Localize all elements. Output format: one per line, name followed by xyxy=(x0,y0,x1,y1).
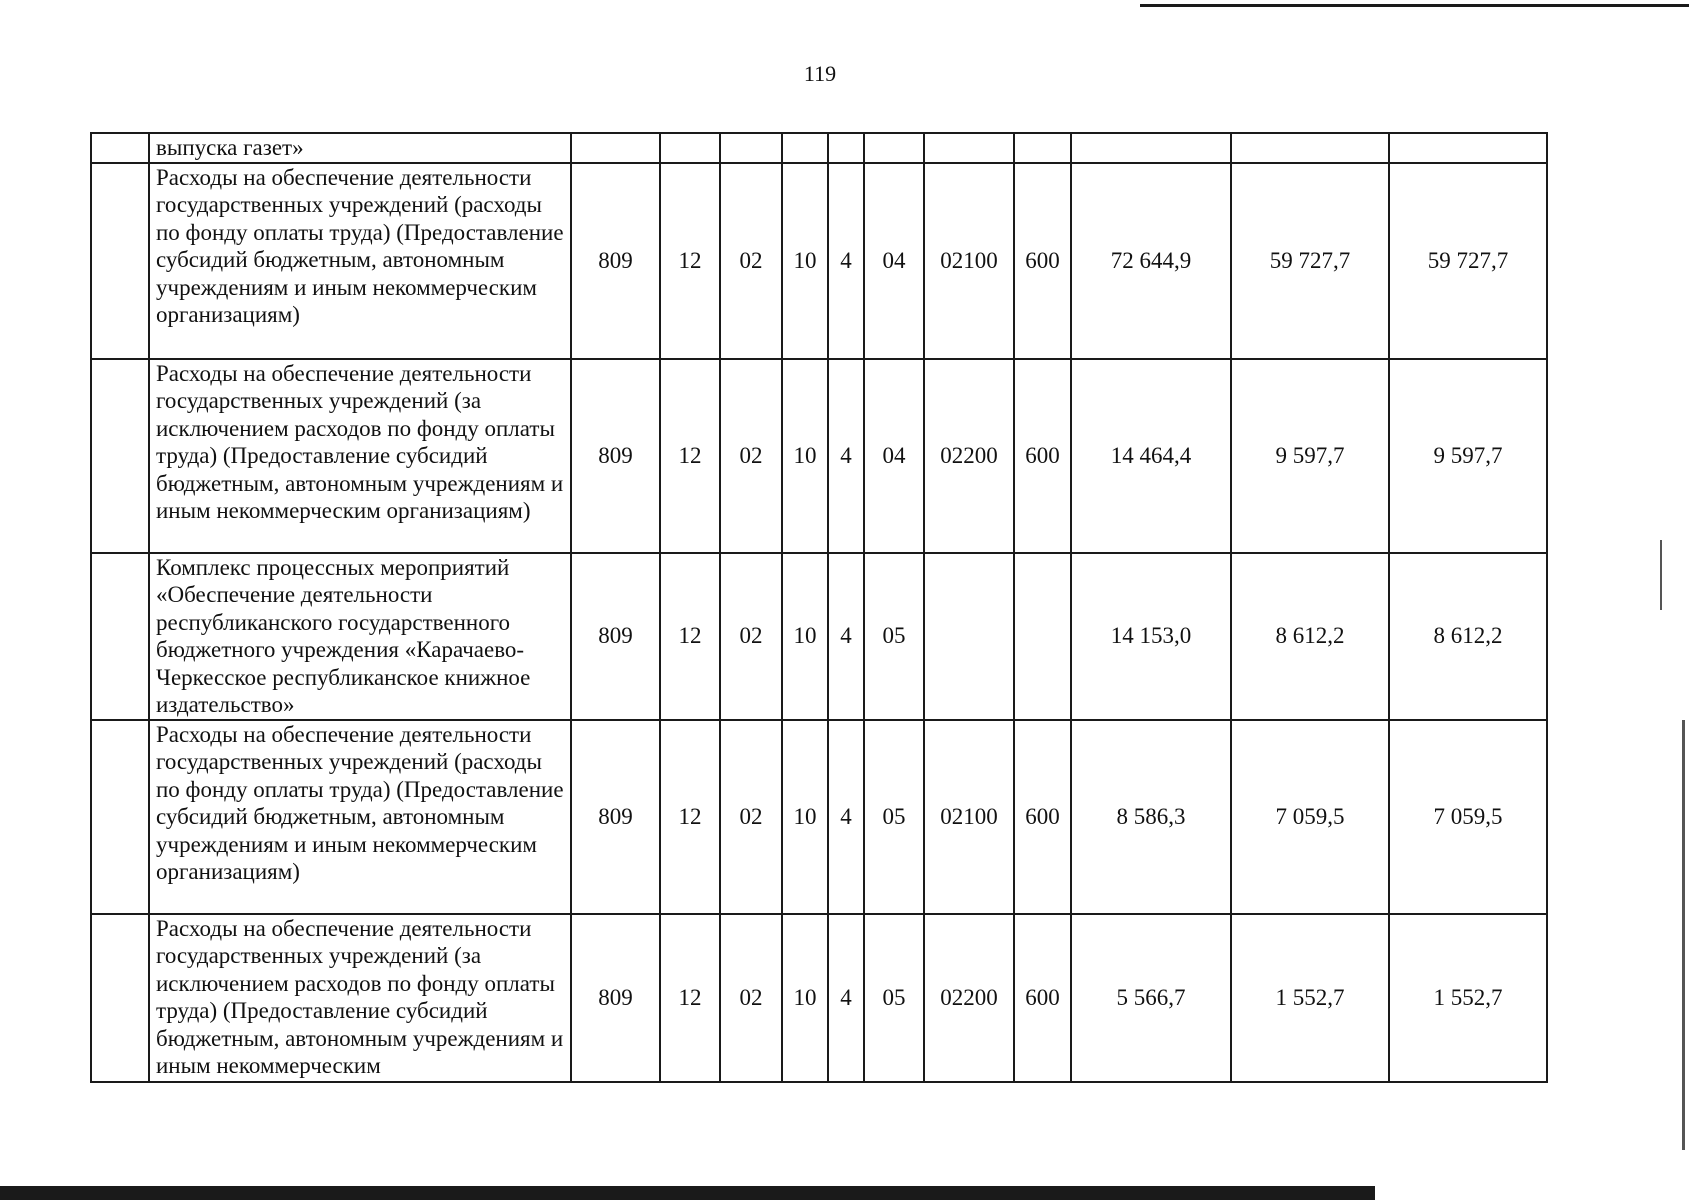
description-cell: выпуска газет» xyxy=(149,133,571,163)
direction-code-cell: 02100 xyxy=(924,720,1014,914)
amount-year3-cell: 1 552,7 xyxy=(1389,914,1547,1082)
direction-code-cell: 02200 xyxy=(924,359,1014,553)
section-code-cell: 12 xyxy=(660,553,720,720)
program-code-cell xyxy=(782,133,828,163)
amount-year2-cell: 59 727,7 xyxy=(1231,163,1389,359)
budget-table xyxy=(90,132,1548,1083)
row-index-cell xyxy=(91,359,149,553)
amount-year1-cell: 72 644,9 xyxy=(1071,163,1231,359)
admin-code-cell: 809 xyxy=(571,553,660,720)
activity-code-cell: 05 xyxy=(864,553,924,720)
subprogram-code-cell: 4 xyxy=(828,359,864,553)
subprogram-code-cell xyxy=(828,133,864,163)
subprogram-code-cell: 4 xyxy=(828,553,864,720)
amount-year2-cell: 1 552,7 xyxy=(1231,914,1389,1082)
activity-code-cell xyxy=(864,133,924,163)
amount-year3-cell: 9 597,7 xyxy=(1389,359,1547,553)
description-cell: Расходы на обеспечение деятельности государственных учреждений (расходы по фонду оплаты труда) (Предоставление субсидий бюджетным, автономным учреждениям и иным некоммерческим организациям) xyxy=(149,163,571,359)
activity-code-cell: 04 xyxy=(864,163,924,359)
page-number: 119 xyxy=(803,61,837,86)
amount-year2-cell xyxy=(1231,133,1389,163)
amount-year3-cell: 8 612,2 xyxy=(1389,553,1547,720)
admin-code-cell: 809 xyxy=(571,359,660,553)
program-code-cell: 10 xyxy=(782,553,828,720)
subsection-code-cell: 02 xyxy=(720,720,782,914)
subprogram-code-cell: 4 xyxy=(828,720,864,914)
program-code-cell: 10 xyxy=(782,720,828,914)
amount-year1-cell: 14 153,0 xyxy=(1071,553,1231,720)
table-row xyxy=(91,359,1547,553)
direction-code-cell: 02100 xyxy=(924,163,1014,359)
program-code-cell: 10 xyxy=(782,359,828,553)
amount-year1-cell: 5 566,7 xyxy=(1071,914,1231,1082)
admin-code-cell: 809 xyxy=(571,163,660,359)
description-cell: Расходы на обеспечение деятельности государственных учреждений (расходы по фонду оплаты труда) (Предоставление субсидий бюджетным, автономным учреждениям и иным некоммерческим организациям) xyxy=(149,720,571,914)
amount-year2-cell: 8 612,2 xyxy=(1231,553,1389,720)
row-index-cell xyxy=(91,133,149,163)
amount-year1-cell xyxy=(1071,133,1231,163)
expense-type-cell: 600 xyxy=(1014,359,1071,553)
expense-type-cell: 600 xyxy=(1014,914,1071,1082)
scan-margin-mark xyxy=(1682,720,1685,1150)
amount-year3-cell: 7 059,5 xyxy=(1389,720,1547,914)
direction-code-cell: 02200 xyxy=(924,914,1014,1082)
admin-code-cell: 809 xyxy=(571,720,660,914)
row-index-cell xyxy=(91,553,149,720)
description-cell: Расходы на обеспечение деятельности государственных учреждений (за исключением расходов по фонду оплаты труда) (Предоставление субсидий бюджетным, автономным учреждениям и иным некоммерческим xyxy=(149,914,571,1082)
table-row xyxy=(91,720,1547,914)
description-cell: Расходы на обеспечение деятельности государственных учреждений (за исключением расходов по фонду оплаты труда) (Предоставление субсидий бюджетным, автономным учреждениям и иным некоммерческим организациям) xyxy=(149,359,571,553)
direction-code-cell xyxy=(924,133,1014,163)
admin-code-cell xyxy=(571,133,660,163)
program-code-cell: 10 xyxy=(782,914,828,1082)
amount-year2-cell: 9 597,7 xyxy=(1231,359,1389,553)
row-index-cell xyxy=(91,163,149,359)
row-index-cell xyxy=(91,720,149,914)
expense-type-cell xyxy=(1014,133,1071,163)
subprogram-code-cell: 4 xyxy=(828,163,864,359)
amount-year1-cell: 14 464,4 xyxy=(1071,359,1231,553)
table-row xyxy=(91,163,1547,359)
section-code-cell xyxy=(660,133,720,163)
section-code-cell: 12 xyxy=(660,720,720,914)
amount-year2-cell: 7 059,5 xyxy=(1231,720,1389,914)
section-code-cell: 12 xyxy=(660,359,720,553)
top-rule xyxy=(1140,4,1689,7)
bottom-scan-bar xyxy=(0,1186,1375,1200)
table-row xyxy=(91,914,1547,1082)
subsection-code-cell: 02 xyxy=(720,163,782,359)
activity-code-cell: 04 xyxy=(864,359,924,553)
section-code-cell: 12 xyxy=(660,163,720,359)
program-code-cell: 10 xyxy=(782,163,828,359)
subprogram-code-cell: 4 xyxy=(828,914,864,1082)
amount-year3-cell xyxy=(1389,133,1547,163)
subsection-code-cell: 02 xyxy=(720,914,782,1082)
section-code-cell: 12 xyxy=(660,914,720,1082)
expense-type-cell: 600 xyxy=(1014,163,1071,359)
amount-year1-cell: 8 586,3 xyxy=(1071,720,1231,914)
expense-type-cell: 600 xyxy=(1014,720,1071,914)
subsection-code-cell: 02 xyxy=(720,553,782,720)
amount-year3-cell: 59 727,7 xyxy=(1389,163,1547,359)
direction-code-cell xyxy=(924,553,1014,720)
row-index-cell xyxy=(91,914,149,1082)
table-row xyxy=(91,133,1547,163)
activity-code-cell: 05 xyxy=(864,914,924,1082)
admin-code-cell: 809 xyxy=(571,914,660,1082)
table-row xyxy=(91,553,1547,720)
subsection-code-cell: 02 xyxy=(720,359,782,553)
subsection-code-cell xyxy=(720,133,782,163)
scan-margin-mark xyxy=(1660,540,1662,610)
expense-type-cell xyxy=(1014,553,1071,720)
description-cell: Комплекс процессных мероприятий «Обеспечение деятельности республиканского государственного бюджетного учреждения «Карачаево-Черкесское республиканское книжное издательство» xyxy=(149,553,571,720)
activity-code-cell: 05 xyxy=(864,720,924,914)
